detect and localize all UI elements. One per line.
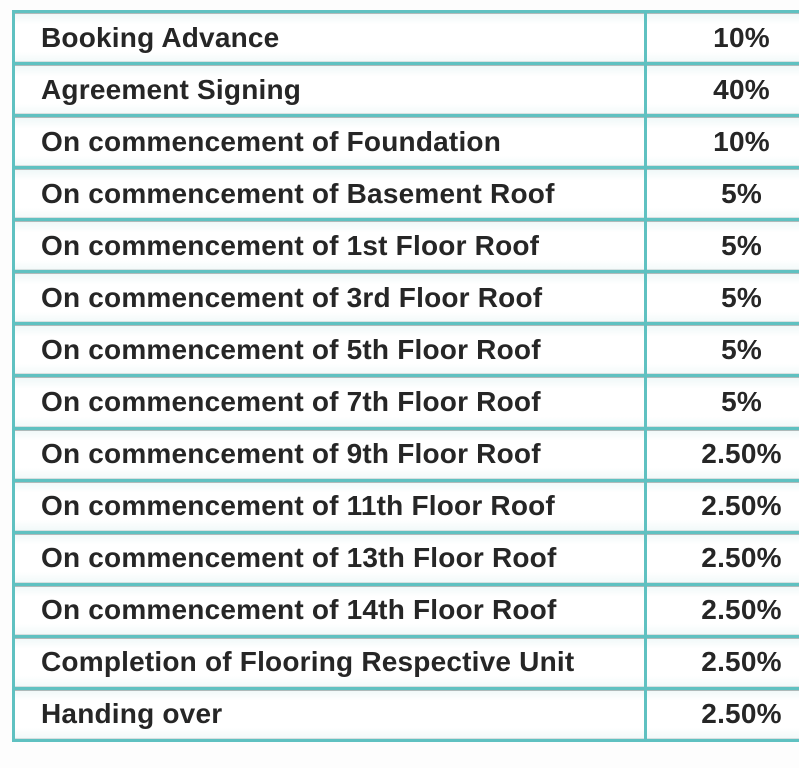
table-row <box>14 584 799 636</box>
table-row <box>14 428 799 480</box>
percentage-cell: 10% <box>646 12 799 64</box>
table-row <box>14 64 799 116</box>
percentage-cell: 2.50% <box>646 688 799 740</box>
milestone-cell: On commencement of 3rd Floor Roof <box>14 272 646 324</box>
percentage-cell: 2.50% <box>646 532 799 584</box>
milestone-cell: Booking Advance <box>14 12 646 64</box>
milestone-cell: On commencement of Foundation <box>14 116 646 168</box>
milestone-cell: Completion of Flooring Respective Unit <box>14 636 646 688</box>
milestone-cell: On commencement of 11th Floor Roof <box>14 480 646 532</box>
milestone-cell: On commencement of 14th Floor Roof <box>14 584 646 636</box>
table-row <box>14 688 799 740</box>
percentage-cell: 40% <box>646 64 799 116</box>
table-row <box>14 272 799 324</box>
milestone-cell: On commencement of 13th Floor Roof <box>14 532 646 584</box>
percentage-cell: 5% <box>646 324 799 376</box>
milestone-cell: On commencement of 7th Floor Roof <box>14 376 646 428</box>
percentage-cell: 2.50% <box>646 428 799 480</box>
milestone-cell: Agreement Signing <box>14 64 646 116</box>
percentage-cell: 5% <box>646 168 799 220</box>
percentage-cell: 5% <box>646 272 799 324</box>
percentage-cell: 2.50% <box>646 584 799 636</box>
table-row <box>14 220 799 272</box>
table-row <box>14 12 799 64</box>
table-row <box>14 532 799 584</box>
percentage-cell: 5% <box>646 220 799 272</box>
milestone-cell: On commencement of 1st Floor Roof <box>14 220 646 272</box>
percentage-cell: 5% <box>646 376 799 428</box>
milestone-cell: Handing over <box>14 688 646 740</box>
milestone-cell: On commencement of 9th Floor Roof <box>14 428 646 480</box>
percentage-cell: 2.50% <box>646 480 799 532</box>
table-row <box>14 116 799 168</box>
table-row <box>14 324 799 376</box>
table-row <box>14 168 799 220</box>
table-row <box>14 480 799 532</box>
table-row <box>14 376 799 428</box>
payment-schedule-table <box>12 10 799 742</box>
percentage-cell: 2.50% <box>646 636 799 688</box>
table-row <box>14 636 799 688</box>
milestone-cell: On commencement of 5th Floor Roof <box>14 324 646 376</box>
percentage-cell: 10% <box>646 116 799 168</box>
milestone-cell: On commencement of Basement Roof <box>14 168 646 220</box>
